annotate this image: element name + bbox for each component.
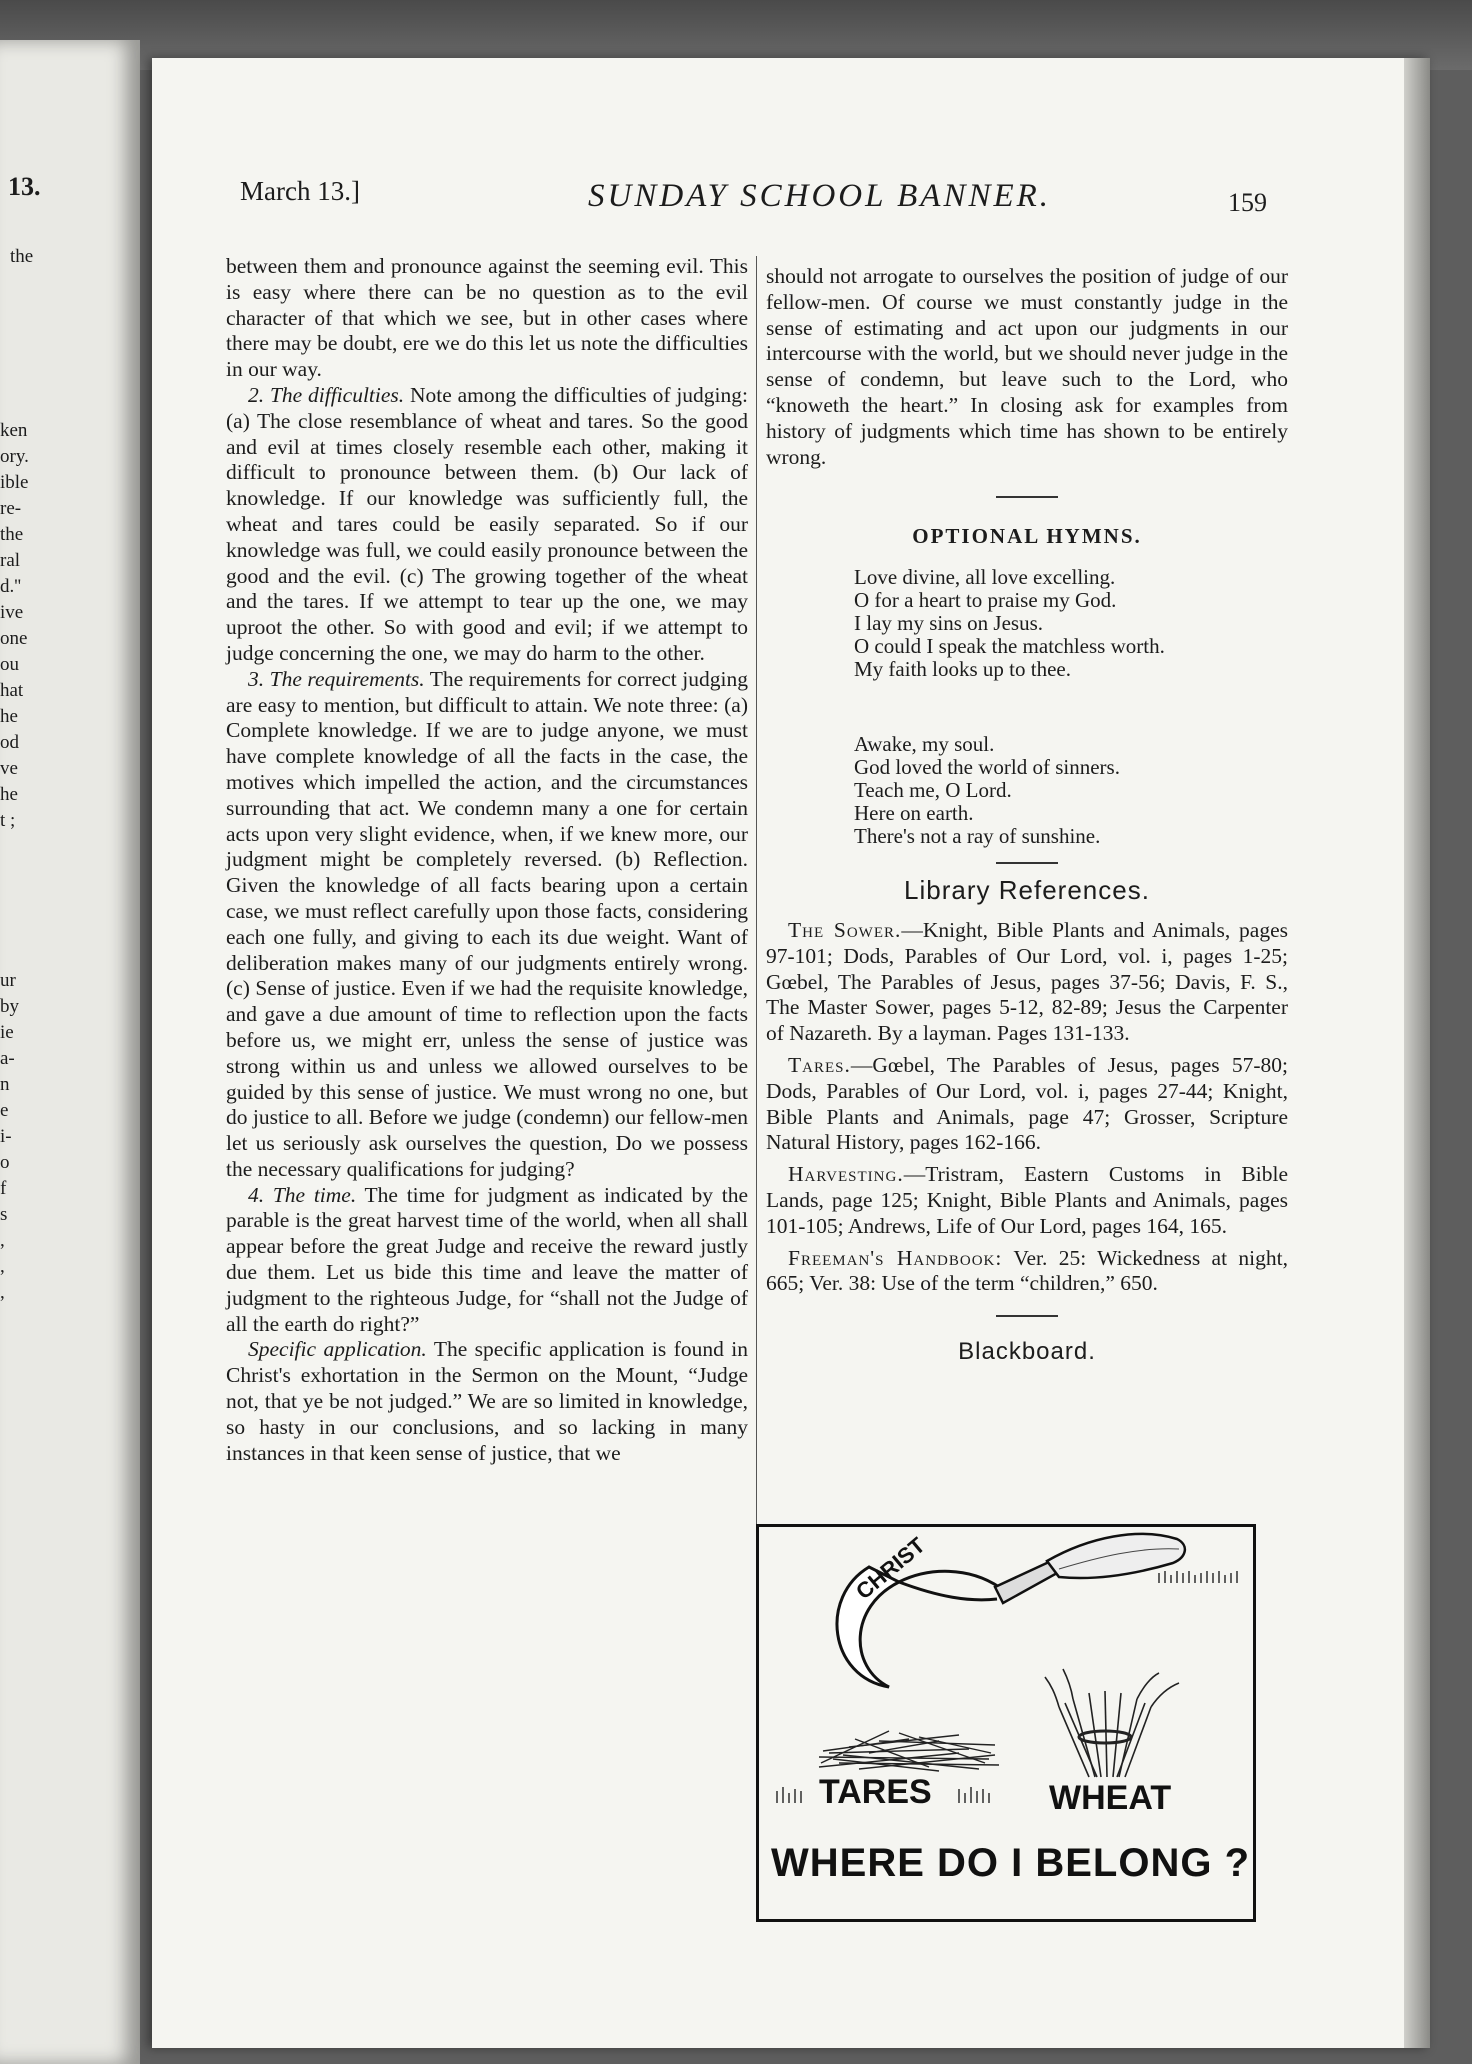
reference-entry: [766, 1162, 1288, 1239]
left-fragment: e: [0, 1100, 9, 1121]
left-fragment: ie: [0, 1022, 14, 1043]
reference-entry: [766, 1053, 1288, 1156]
left-fragment: s: [0, 1204, 8, 1225]
tares-pile-icon: [819, 1731, 999, 1771]
left-fragment: ,: [0, 1282, 5, 1303]
page-edge: [1404, 58, 1430, 2048]
section-label: 2. The difficulties.: [248, 382, 405, 407]
left-fragment: o: [0, 1152, 10, 1173]
hymns-heading: OPTIONAL HYMNS.: [912, 524, 1142, 549]
divider: [996, 496, 1058, 498]
reference-text: —Knight, Bible Plants and Animals, pages 97-101; Dods, Parables of Our Lord, vol. i, pages 1-25; Gœbel, The Parables of Jesus, pages 37-56; Davis, F. S., The Master Sower, pages 5-12, 82-89; Jesus the Carpenter of Nazareth. By a layman. Pages 131-133.: [766, 917, 1288, 1046]
hymn-item: There's not a ray of sunshine.: [854, 824, 1101, 849]
left-fragment: od: [0, 732, 19, 753]
left-fragment: ou: [0, 654, 19, 675]
tares-label: TARES: [819, 1773, 932, 1811]
column-right: [766, 264, 1288, 1371]
left-fragment: ible: [0, 472, 29, 493]
blackboard-heading: Blackboard.: [958, 1338, 1096, 1366]
hymn-item: O could I speak the matchless worth.: [854, 634, 1165, 659]
paragraph: [226, 254, 748, 383]
reference-entry: [766, 1246, 1288, 1298]
left-fragment: he: [0, 784, 18, 805]
left-fragment: f: [0, 1178, 7, 1199]
left-fragment: ur: [0, 970, 16, 991]
reference-head: Harvesting.: [788, 1162, 904, 1187]
reference-head: The Sower.: [788, 917, 902, 942]
wheat-label: WHEAT: [1049, 1779, 1172, 1817]
wheat-sheaf-icon: [1045, 1669, 1179, 1777]
left-page-edge: [0, 40, 140, 2064]
left-fragment: ve: [0, 758, 18, 779]
page-number: 159: [1228, 188, 1267, 217]
reference-entry: [766, 918, 1288, 1047]
paragraph: [226, 667, 748, 1183]
paragraph: [766, 264, 1288, 470]
left-fragment: the: [0, 524, 24, 545]
divider: [996, 862, 1058, 864]
left-fragment: ory.: [0, 446, 29, 467]
left-fragment: d.'': [0, 576, 22, 597]
left-fragment: ,: [0, 1230, 5, 1251]
left-fragment: a-: [0, 1048, 15, 1069]
library-heading: Library References.: [904, 875, 1150, 906]
hymn-item: Here on earth.: [854, 801, 974, 826]
reference-text: —Tristram, Eastern Customs in Bible Lands, page 125; Knight, Bible Plants and Animals, pages 101-105; Andrews, Life of Our Lord, pages 164, 165.: [766, 1162, 1288, 1238]
sickle-label: CHRIST: [851, 1532, 930, 1605]
running-header: [228, 118, 1288, 217]
left-fragment: re-: [0, 498, 22, 519]
reference-text: Ver. 25: Wickedness at night, 665; Ver. 38: Use of the term “children,” 650.: [766, 1245, 1288, 1296]
reference-head: Freeman's Handbook:: [788, 1245, 1003, 1270]
library-references: [766, 918, 1288, 1297]
left-fragment: i-: [0, 1126, 12, 1147]
hymn-item: I lay my sins on Jesus.: [854, 611, 1043, 636]
left-fragment: ken: [0, 420, 28, 441]
hymn-item: My faith looks up to thee.: [854, 657, 1071, 682]
left-fragment: ral: [0, 550, 21, 571]
paragraph: [226, 1183, 748, 1338]
left-fragment: by: [0, 996, 19, 1017]
left-fragment: ive: [0, 602, 24, 623]
column-left: [226, 254, 748, 1466]
hymn-item: God loved the world of sinners.: [854, 755, 1120, 780]
divider: [996, 1315, 1058, 1317]
hymn-item: Love divine, all love excelling.: [854, 565, 1116, 590]
hymn-item: O for a heart to praise my God.: [854, 588, 1117, 613]
blackboard-illustration: [756, 1524, 1256, 1922]
paragraph: [226, 1337, 748, 1466]
left-fragment: n: [0, 1074, 10, 1095]
paragraph: [226, 383, 748, 667]
paragraph-text: Note among the difficulties of judging: (a) The close resemblance of wheat and tares. So the good and evil at times closely resemble each other, making it difficult to pronounce between them. (b) Our lack of knowledge. If our knowledge was sufficiently full, the wheat and tares could be easily separated. So if our knowledge was full, we could easily pronounce between the good and the evil. (c) The growing together of the wheat and the tares. If we attempt to tear up the one, we may uproot the other. So with good and evil; if we attempt to judge concerning the one, we may do harm to the other.: [226, 382, 748, 665]
hymn-list-1: [854, 566, 1288, 848]
paragraph-text: The requirements for correct judging are easy to mention, but difficult to attain. We note three: (a) Complete knowledge. If we are to judge anyone, we must have complete knowledge of all the facts in the case, the motives which impelled the action, and the circumstances surrounding that act. We condemn many a one for certain acts upon very slight evidence, when, if we knew more, our judgment might be completely reversed. (b) Reflection. Given the knowledge of all facts bearing upon a certain case, we must reflect carefully upon those facts, considering each one fully, and giving to each its due weight. Want of deliberation makes many of our judgments entirely wrong. (c) Sense of justice. Even if we had the requisite knowledge, and gave a due amount of time to reflection upon the facts before us, we might err, unless the sense of justice was strong within us and unless we allowed ourselves to be guided by this sense of justice. We must wrong no one, but do justice to all. Before we judge (condemn) our fellow-men let us seriously ask ourselves the question, Do we possess the necessary qualifications for judging?: [226, 666, 748, 1181]
section-label: 4. The time.: [248, 1182, 357, 1207]
left-fragment: t ;: [0, 810, 16, 831]
hymn-item: Teach me, O Lord.: [854, 778, 1012, 803]
left-page-number: 13.: [8, 172, 41, 201]
left-fragment: ,: [0, 1256, 5, 1277]
reference-text: —Gœbel, The Parables of Jesus, pages 57-80; Dods, Parables of Our Lord, vol. i, pages 27-44; Knight, Bible Plants and Animals, page 47; Grosser, Scripture Natural History, pages 162-166.: [766, 1052, 1288, 1155]
reference-head: Tares.: [788, 1052, 851, 1077]
hymn-item: Awake, my soul.: [854, 732, 995, 757]
left-fragment: hat: [0, 680, 24, 701]
section-label: Specific application.: [248, 1337, 427, 1362]
paragraph-text: between them and pronounce against the seeming evil. This is easy where there can be no question as to the evil character of that which we see, but in other cases where there may be doubt, ere we do this let us note the difficulties in our way.: [226, 254, 748, 382]
sickle-ferrule-icon: [995, 1562, 1059, 1603]
publication-title: SUNDAY SCHOOL BANNER.: [588, 178, 1052, 214]
paragraph-text: The time for judgment as indicated by the parable is the great harvest time of the world, when all shall appear before the great Judge and receive the reward justly due them. Let us bide this time and leave the matter of judgment to the righteous Judge, for “shall not the Judge of all the earth do right?”: [226, 1182, 748, 1336]
sickle-handle-icon: [1047, 1534, 1185, 1578]
left-fragment: one: [0, 628, 28, 649]
paragraph-text: should not arrogate to ourselves the position of judge of our fellow-men. Of course we must constantly judge in the sense of estimating and act upon our judgments in our intercourse with the world, but we should never judge in the sense of condemn, but leave such to the Lord, who “knoweth the heart.” In closing ask for examples from history of judgments which time has shown to be entirely wrong.: [766, 264, 1288, 469]
left-fragment: he: [0, 706, 18, 727]
blackboard-question: WHERE DO I BELONG ?: [771, 1841, 1250, 1885]
issue-date: March 13.]: [240, 176, 360, 206]
paragraph-text: The specific application is found in Christ's exhortation in the Sermon on the Mount, “Judge not, that ye be not judged.” We are so limited in knowledge, so hasty in our conclusions, and so lacking in many instances in that keen sense of justice, that we: [226, 1337, 748, 1465]
section-label: 3. The requirements.: [248, 666, 425, 691]
left-fragment: the: [10, 246, 34, 267]
